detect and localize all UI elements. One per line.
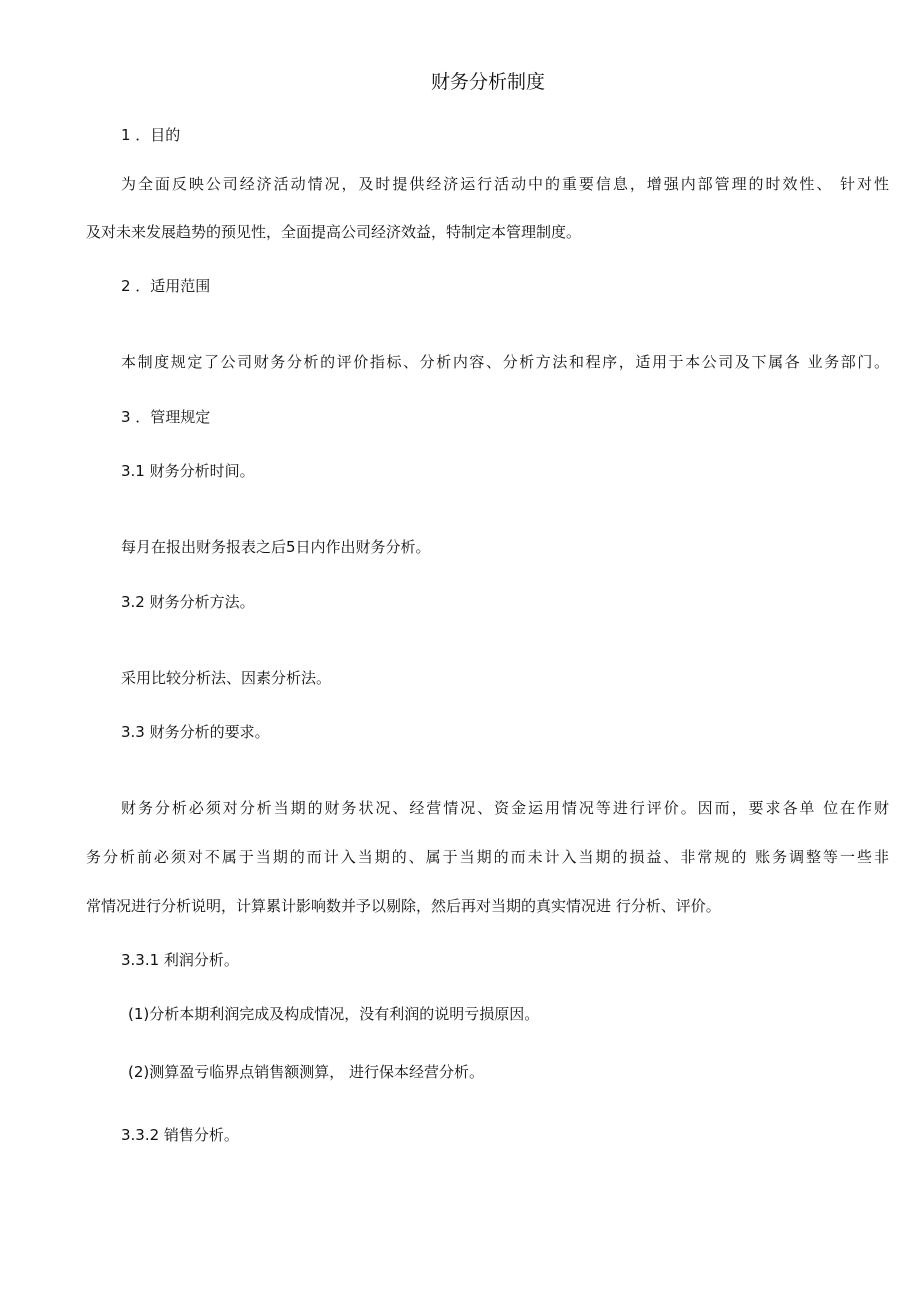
list-item-3-3-1-1: (1)分析本期利润完成及构成情况，没有利润的说明亏损原因。 bbox=[128, 1005, 540, 1023]
section-heading-rules: 3 ．管理规定 bbox=[121, 408, 211, 426]
section-heading-scope: 2 ．适用范围 bbox=[121, 277, 211, 295]
subsection-heading-3-3: 3.3 财务分析的要求。 bbox=[121, 723, 270, 741]
section-heading-purpose: 1 ．目的 bbox=[121, 126, 181, 144]
document-title: 财务分析制度 bbox=[430, 71, 545, 93]
paragraph-purpose-line-1: 为全面反映公司经济活动情况，及时提供经济运行活动中的重要信息，增强内部管理的时效性、 针对性 bbox=[121, 175, 889, 193]
paragraph-3-3-line-1: 财务分析必须对分析当期的财务状况、经营情况、资金运用情况等进行评价。因而，要求各单 位在作财 bbox=[121, 799, 889, 817]
subsection-heading-3-3-2: 3.3.2 销售分析。 bbox=[121, 1126, 239, 1144]
paragraph-3-3-line-2: 务分析前必须对不属于当期的而计入当期的、属于当期的而未计入当期的损益、非常规的 账务调整等一些非 bbox=[86, 848, 889, 866]
paragraph-scope: 本制度规定了公司财务分析的评价指标、分析内容、分析方法和程序，适用于本公司及下属各 业务部门。 bbox=[121, 353, 889, 371]
paragraph-3-1: 每月在报出财务报表之后5日内作出财务分析。 bbox=[121, 538, 431, 556]
subsection-heading-3-2: 3.2 财务分析方法。 bbox=[121, 593, 255, 611]
paragraph-3-3-line-3: 常情况进行分析说明，计算累计影响数并予以剔除，然后再对当期的真实情况进 行分析、评价。 bbox=[86, 897, 721, 915]
list-item-3-3-1-2: (2)测算盈亏临界点销售额测算， 进行保本经营分析。 bbox=[128, 1063, 485, 1081]
paragraph-3-2: 采用比较分析法、因素分析法。 bbox=[121, 669, 332, 687]
paragraph-purpose-line-2: 及对未来发展趋势的预见性，全面提高公司经济效益，特制定本管理制度。 bbox=[86, 223, 582, 241]
subsection-heading-3-3-1: 3.3.1 利润分析。 bbox=[121, 951, 239, 969]
subsection-heading-3-1: 3.1 财务分析时间。 bbox=[121, 462, 255, 480]
